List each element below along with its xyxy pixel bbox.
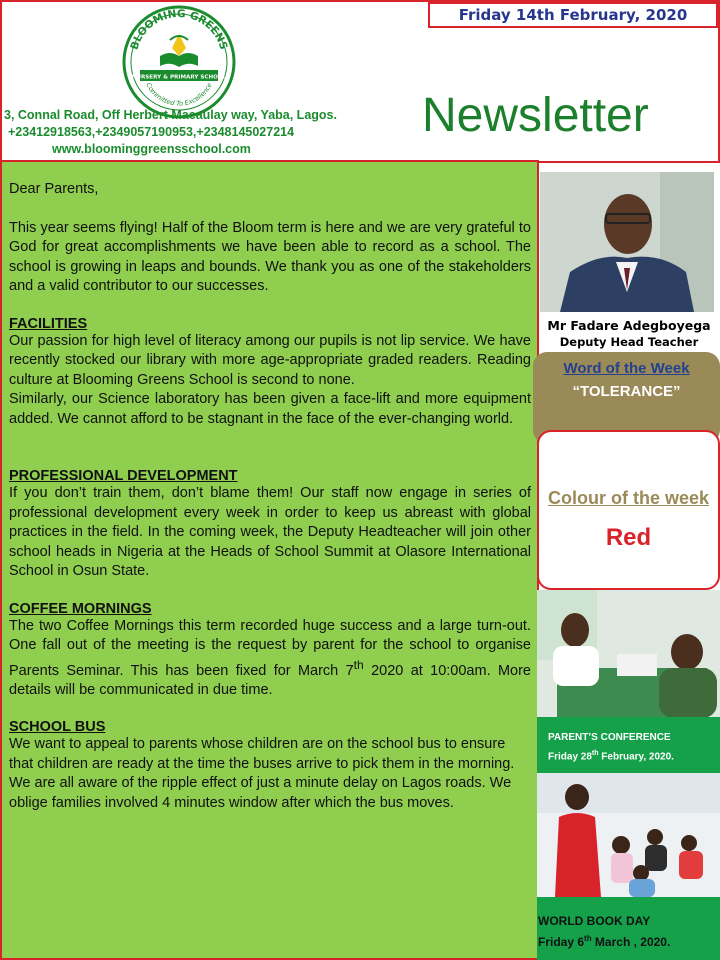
school-bus-heading: SCHOOL BUS	[9, 719, 106, 736]
deputy-caption	[538, 317, 720, 351]
deputy-name: Mr Fadare Adegboyega	[547, 318, 711, 333]
facilities-paragraph: Our passion for high level of literacy among our pupils is not lip service. We have recently stocked our library with more age-appropriate graded readers. Reading culture at Blooming Greens School is second to none.	[9, 332, 531, 388]
world-book-day-title: WORLD BOOK DAY	[538, 914, 651, 928]
colour-of-the-week-value: Red	[605, 524, 652, 551]
world-book-day-caption	[537, 897, 720, 960]
letter-intro: This year seems flying! Half of the Bloom term is here and we are very grateful to God for great accomplishments we have been able to record as a school. The school is growing in leaps and bounds. We thank you as one of the stakeholders and a valid contributor to our successes.	[9, 219, 531, 294]
phone-numbers: +23412918563,+2349057190953,+2348145027214	[8, 125, 295, 139]
coffee-mornings-paragraph: The two Coffee Mornings this term recorded huge success and a large turn-out. One fall out of the meeting is the request by parent for the school to organise Parents Seminar. This has been fixed for March 7th 2020 at 10:00am. More details will be communicated in due time.	[9, 617, 531, 698]
deputy-photo	[540, 172, 714, 312]
school-address	[4, 107, 414, 158]
world-book-day-photo	[537, 773, 720, 897]
logo-motto: Committed To Excellence	[144, 81, 214, 108]
newsletter-title: Newsletter	[422, 89, 649, 142]
logo-arc-text: BLOOMING GREENS	[128, 7, 230, 52]
colour-of-the-week	[537, 430, 720, 590]
parents-conference-title: PARENT’S CONFERENCE	[548, 732, 671, 743]
letter-greeting: Dear Parents,	[9, 181, 99, 197]
school-logo	[120, 4, 238, 122]
facilities-heading: FACILITIES	[9, 315, 88, 332]
facilities-paragraph: Similarly, our Science laboratory has been given a face-lift and more equipment added. We cannot afford to be stagnant in the face of the ever-changing world.	[9, 391, 531, 427]
word-of-the-week-title: Word of the Week	[563, 360, 690, 377]
parents-conference-caption	[537, 717, 720, 773]
coffee-mornings-heading: COFFEE MORNINGS	[9, 600, 152, 617]
professional-development-paragraph: If you don’t train them, don’t blame them! Our staff now engage in series of professional development every week in order to keep us abreast with global practices in the field. In the coming week, the Deputy Headteacher will join other school heads in Nigeria at the Heads of School Summit at Olasore International School in Osun State.	[9, 485, 531, 579]
school-bus-paragraph: We want to appeal to parents whose children are on the school bus to ensure that children are ready at the time the buses arrive to pick them in the morning. We are all aware of the ripple effect of just a minute delay on Lagos roads. We oblige families involved 4 minutes window after which the bus moves.	[9, 736, 515, 811]
address-line: 3, Connal Road, Off Herbert Macaulay way, Yaba, Lagos.	[4, 108, 337, 122]
word-of-the-week-value: “TOLERANCE”	[572, 383, 681, 400]
professional-development-heading: PROFESSIONAL DEVELOPMENT	[9, 468, 238, 484]
newsletter-date: Friday 14th February, 2020	[428, 2, 718, 28]
parents-conference-photo	[537, 590, 720, 718]
letter-panel	[0, 160, 539, 960]
website-link[interactable]: www.bloominggreensschool.com	[52, 142, 251, 156]
parents-conference-date: Friday 28th February, 2020.	[548, 750, 674, 763]
deputy-role: Deputy Head Teacher	[559, 335, 699, 349]
logo-school-type: NURSERY & PRIMARY SCHOOL	[131, 74, 227, 81]
colour-of-the-week-title: Colour of the week	[547, 488, 709, 508]
world-book-day-date: Friday 6th March , 2020.	[538, 934, 671, 949]
